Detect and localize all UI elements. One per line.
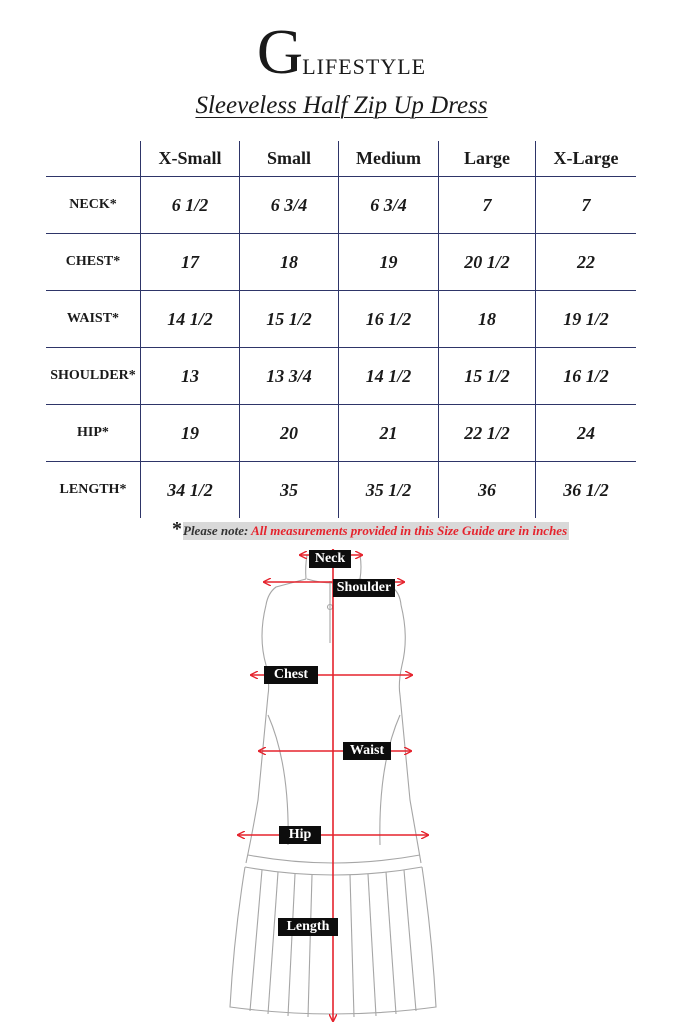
table-row bbox=[46, 348, 636, 405]
chest-label: Chest bbox=[264, 666, 318, 684]
table-cell: 24 bbox=[536, 405, 637, 462]
length-label: Length bbox=[278, 918, 338, 936]
column-header: X-Small bbox=[141, 141, 240, 177]
table-row bbox=[46, 405, 636, 462]
table-cell: 16 1/2 bbox=[339, 291, 439, 348]
page-title: Sleeveless Half Zip Up Dress bbox=[195, 92, 488, 119]
table-cell: 36 1/2 bbox=[536, 462, 637, 519]
table-cell: 7 bbox=[536, 177, 637, 234]
size-chart-table bbox=[46, 141, 636, 518]
table-cell: 20 1/2 bbox=[439, 234, 536, 291]
measurement-note bbox=[172, 518, 635, 540]
table-row bbox=[46, 177, 636, 234]
table-cell: 35 1/2 bbox=[339, 462, 439, 519]
table-cell: 14 1/2 bbox=[141, 291, 240, 348]
table-cell: 19 1/2 bbox=[536, 291, 637, 348]
table-cell: 34 1/2 bbox=[141, 462, 240, 519]
table-cell: 18 bbox=[439, 291, 536, 348]
table-cell: 21 bbox=[339, 405, 439, 462]
table-cell: 14 1/2 bbox=[339, 348, 439, 405]
table-cell: 19 bbox=[141, 405, 240, 462]
table-row bbox=[46, 291, 636, 348]
shoulder-label: Shoulder bbox=[333, 579, 395, 597]
column-header: Medium bbox=[339, 141, 439, 177]
table-header-row bbox=[46, 141, 636, 177]
column-header: X-Large bbox=[536, 141, 637, 177]
table-cell: 13 3/4 bbox=[240, 348, 339, 405]
hip-label: Hip bbox=[279, 826, 321, 844]
waist-label: Waist bbox=[343, 742, 391, 760]
table-row bbox=[46, 234, 636, 291]
row-label: SHOULDER* bbox=[46, 348, 141, 405]
column-header: Small bbox=[240, 141, 339, 177]
row-label: WAIST* bbox=[46, 291, 141, 348]
row-label: NECK* bbox=[46, 177, 141, 234]
table-cell: 13 bbox=[141, 348, 240, 405]
table-cell: 36 bbox=[439, 462, 536, 519]
table-cell: 7 bbox=[439, 177, 536, 234]
asterisk: * bbox=[172, 518, 182, 540]
table-cell: 35 bbox=[240, 462, 339, 519]
table-cell: 18 bbox=[240, 234, 339, 291]
note-label: Please note: bbox=[183, 523, 249, 538]
brand-logo bbox=[0, 16, 683, 87]
row-label: HIP* bbox=[46, 405, 141, 462]
measurement-arrows bbox=[238, 550, 428, 1021]
table-cell: 17 bbox=[141, 234, 240, 291]
table-cell: 22 1/2 bbox=[439, 405, 536, 462]
table-cell: 22 bbox=[536, 234, 637, 291]
table-cell: 15 1/2 bbox=[240, 291, 339, 348]
row-label: CHEST* bbox=[46, 234, 141, 291]
row-label: LENGTH* bbox=[46, 462, 141, 519]
neck-label: Neck bbox=[309, 550, 351, 568]
table-cell: 6 3/4 bbox=[339, 177, 439, 234]
table-cell: 15 1/2 bbox=[439, 348, 536, 405]
table-cell: 20 bbox=[240, 405, 339, 462]
corner-cell bbox=[46, 141, 141, 177]
dress-diagram bbox=[0, 545, 683, 1024]
table-row bbox=[46, 462, 636, 519]
table-cell: 19 bbox=[339, 234, 439, 291]
table-cell: 16 1/2 bbox=[536, 348, 637, 405]
column-header: Large bbox=[439, 141, 536, 177]
brand-letter: G bbox=[256, 16, 302, 87]
note-band bbox=[183, 522, 569, 540]
table-cell: 6 3/4 bbox=[240, 177, 339, 234]
brand-word: LIFESTYLE bbox=[302, 54, 427, 79]
note-text: All measurements provided in this Size Guide are in inches bbox=[251, 523, 568, 538]
table-cell: 6 1/2 bbox=[141, 177, 240, 234]
